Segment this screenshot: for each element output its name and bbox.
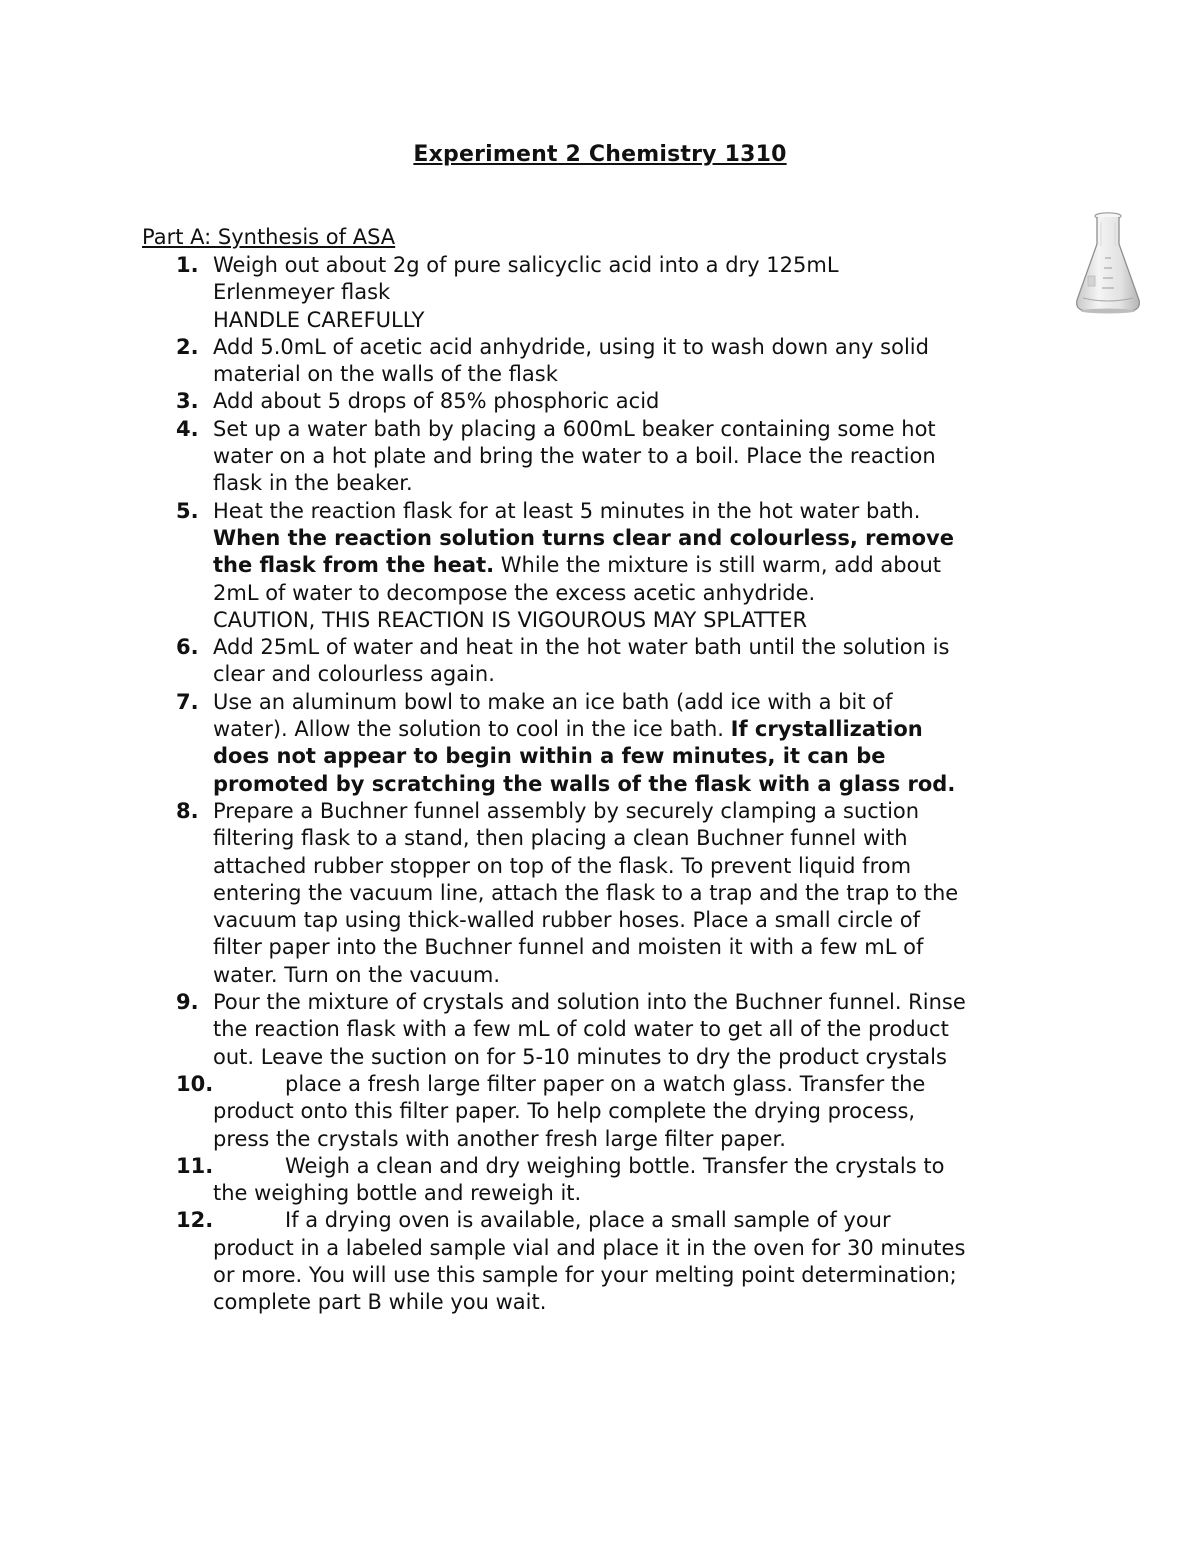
step-number: 9. — [176, 990, 199, 1015]
step-text: entering the vacuum line, attach the flask to a trap and the trap to the — [213, 880, 959, 905]
step-text-line — [213, 1098, 1076, 1125]
procedure-steps-list — [176, 252, 1076, 1317]
step-text: complete part B while you wait. — [213, 1290, 547, 1315]
step-text-line — [213, 525, 1076, 552]
step-text: filter paper into the Buchner funnel and moisten it with a few mL of — [213, 935, 924, 960]
step-text-line — [213, 361, 1076, 388]
step-text: Add about 5 drops of 85% phosphoric acid — [213, 389, 660, 414]
step-text-line — [213, 607, 1076, 634]
step-text-bold: the flask from the heat. — [213, 553, 495, 578]
step-text-line — [213, 1207, 1076, 1234]
step-text-line — [213, 989, 1076, 1016]
step-text: Prepare a Buchner funnel assembly by securely clamping a suction — [213, 798, 920, 823]
step-text: If a drying oven is available, place a small sample of your — [285, 1208, 891, 1233]
step-text: attached rubber stopper on top of the flask. To prevent liquid from — [213, 853, 912, 878]
step-text-bold: When the reaction solution turns clear and colourless, remove — [213, 525, 954, 550]
erlenmeyer-flask-icon — [1072, 210, 1144, 316]
step-number: 7. — [176, 689, 199, 714]
step-text-bold: If crystallization — [730, 717, 923, 742]
procedure-step — [176, 334, 1076, 389]
step-number: 12. — [176, 1208, 214, 1233]
procedure-step — [176, 416, 1076, 498]
step-text: Use an aluminum bowl to make an ice bath (add ice with a bit of — [213, 689, 893, 714]
step-text: Heat the reaction flask for at least 5 minutes in the hot water bath. — [213, 498, 921, 523]
step-text-line — [213, 634, 1076, 661]
step-text-line — [213, 334, 1076, 361]
step-text-line — [213, 279, 1076, 306]
step-text-line — [213, 388, 1076, 415]
step-text-line — [213, 689, 1076, 716]
step-number: 2. — [176, 334, 199, 359]
step-text-line — [213, 661, 1076, 688]
step-text-line — [213, 1262, 1076, 1289]
step-text: 2mL of water to decompose the excess acetic anhydride. — [213, 580, 816, 605]
procedure-step — [176, 1207, 1076, 1316]
step-text: water). Allow the solution to cool in the ice bath. — [213, 717, 731, 742]
step-text: water. Turn on the vacuum. — [213, 962, 501, 987]
step-number: 3. — [176, 389, 199, 414]
step-text-line — [213, 962, 1076, 989]
step-text: While the mixture is still warm, add about — [494, 553, 941, 578]
step-text-line — [213, 1044, 1076, 1071]
procedure-step — [176, 388, 1076, 415]
step-text-line — [213, 552, 1076, 579]
step-text: Weigh out about 2g of pure salicyclic acid into a dry 125mL — [213, 253, 839, 277]
step-text-line — [213, 1289, 1076, 1316]
step-text: out. Leave the suction on for 5-10 minutes to dry the product crystals — [213, 1044, 947, 1069]
step-text-line — [213, 580, 1076, 607]
step-text-line — [213, 907, 1076, 934]
step-text: or more. You will use this sample for your melting point determination; — [213, 1262, 957, 1287]
step-number: 6. — [176, 635, 199, 660]
procedure-step — [176, 689, 1076, 798]
step-text-line — [213, 1071, 1076, 1098]
step-text-line — [213, 1016, 1076, 1043]
step-text: the weighing bottle and reweigh it. — [213, 1181, 582, 1206]
step-text-line — [213, 252, 1076, 279]
step-text-line — [213, 1153, 1076, 1180]
step-text-line — [213, 307, 1076, 334]
step-text-line — [213, 443, 1076, 470]
procedure-step — [176, 498, 1076, 634]
step-text-line — [213, 934, 1076, 961]
procedure-step — [176, 634, 1076, 689]
procedure-step — [176, 798, 1076, 989]
step-text: Erlenmeyer flask — [213, 280, 391, 305]
step-text: the reaction flask with a few mL of cold water to get all of the product — [213, 1017, 949, 1042]
step-text: water on a hot plate and bring the water to a boil. Place the reaction — [213, 444, 936, 469]
step-text: Pour the mixture of crystals and solution into the Buchner funnel. Rinse — [213, 990, 966, 1015]
step-text-bold: does not appear to begin within a few minutes, it can be — [213, 744, 886, 769]
step-text: HANDLE CAREFULLY — [213, 307, 425, 332]
step-text-line — [213, 716, 1076, 743]
procedure-step — [176, 989, 1076, 1071]
step-text: product onto this filter paper. To help complete the drying process, — [213, 1099, 916, 1124]
step-text: Set up a water bath by placing a 600mL beaker containing some hot — [213, 416, 936, 441]
step-text: Add 25mL of water and heat in the hot water bath until the solution is — [213, 635, 950, 660]
step-text-line — [213, 880, 1076, 907]
step-text: material on the walls of the flask — [213, 362, 558, 387]
step-text: place a fresh large filter paper on a watch glass. Transfer the — [285, 1071, 926, 1096]
step-text: Add 5.0mL of acetic acid anhydride, using it to wash down any solid — [213, 334, 929, 359]
step-text-bold: promoted by scratching the walls of the flask with a glass rod. — [213, 771, 956, 796]
step-text: press the crystals with another fresh large filter paper. — [213, 1126, 786, 1151]
step-text: filtering flask to a stand, then placing a clean Buchner funnel with — [213, 826, 908, 851]
document-title: Experiment 2 Chemistry 1310 — [413, 142, 787, 167]
procedure-step — [176, 1071, 1076, 1153]
step-text: vacuum tap using thick-walled rubber hoses. Place a small circle of — [213, 908, 920, 933]
step-text-line — [213, 1235, 1076, 1262]
step-text-line — [213, 825, 1076, 852]
step-number: 11. — [176, 1153, 214, 1178]
step-text-line — [213, 743, 1076, 770]
step-text: flask in the beaker. — [213, 471, 413, 496]
step-number: 10. — [176, 1071, 214, 1096]
step-text-line — [213, 416, 1076, 443]
step-number: 4. — [176, 416, 199, 441]
step-text-line — [213, 771, 1076, 798]
step-text: clear and colourless again. — [213, 662, 495, 687]
step-number: 1. — [176, 253, 199, 277]
step-text-line — [213, 798, 1076, 825]
step-text-line — [213, 853, 1076, 880]
step-text: Weigh a clean and dry weighing bottle. Transfer the crystals to — [285, 1153, 945, 1178]
step-text-line — [213, 470, 1076, 497]
procedure-step — [176, 252, 1076, 334]
section-heading-part-a: Part A: Synthesis of ASA — [142, 225, 396, 249]
step-text-line — [213, 1180, 1076, 1207]
step-text-line — [213, 1126, 1076, 1153]
procedure-step — [176, 1153, 1076, 1208]
step-number: 8. — [176, 798, 199, 823]
step-number: 5. — [176, 498, 199, 523]
step-text: product in a labeled sample vial and place it in the oven for 30 minutes — [213, 1235, 966, 1260]
step-text-line — [213, 498, 1076, 525]
step-text: CAUTION, THIS REACTION IS VIGOUROUS MAY SPLATTER — [213, 607, 808, 632]
